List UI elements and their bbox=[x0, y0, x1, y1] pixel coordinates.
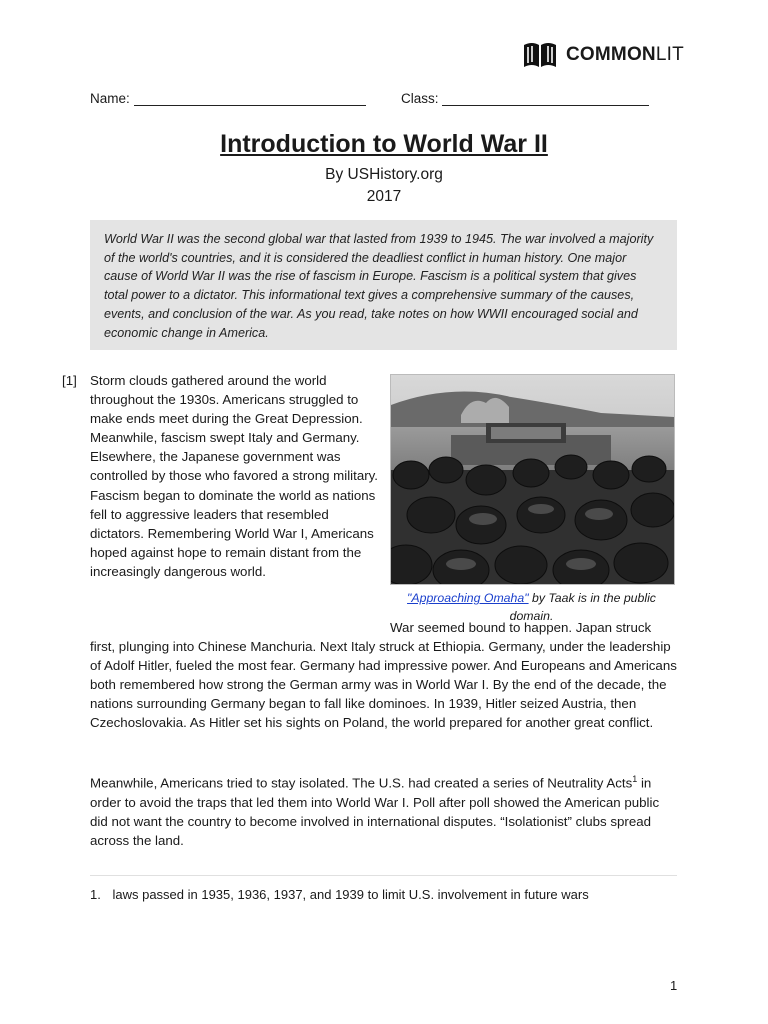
paragraph-2-float-space bbox=[90, 631, 390, 632]
name-line[interactable] bbox=[134, 91, 366, 106]
paragraph-1: Storm clouds gathered around the world throughout the 1930s. Americans struggled to make ends meet during the Great Depression. Meanwhile, fascism swept Italy and Germany. Elsewhere, the Japanese government was controlled by those who favored a strong military. Fascism began to dominate the world as nations fell to aggressive leaders that resembled dictators. Remembering World War I, Americans hoped against hope to remain distant from the increasingly dangerous world. bbox=[90, 373, 378, 579]
caption-text: by Taak is in the public domain. bbox=[509, 591, 656, 623]
class-field[interactable] bbox=[401, 91, 649, 106]
logo-bold: COMMON bbox=[566, 44, 656, 65]
page-number: 1 bbox=[670, 978, 678, 993]
logo-light: LIT bbox=[655, 44, 684, 65]
year: 2017 bbox=[366, 188, 402, 205]
photo-image bbox=[391, 375, 674, 584]
footnote-divider bbox=[90, 875, 677, 876]
name-field[interactable] bbox=[90, 91, 366, 106]
caption-link[interactable]: "Approaching Omaha" bbox=[407, 591, 529, 605]
class-line[interactable] bbox=[442, 91, 649, 106]
footnote-ref[interactable]: 1 bbox=[632, 774, 638, 784]
footnote-number: 1. bbox=[90, 887, 101, 902]
intro-box: World War II was the second global war that lasted from 1939 to 1945. The war involved a majority of the world's countries, and it is considered the deadliest conflict in human history. One major cause of World War II was the rise of fascism in Europe. Fascism is a political system that gives total power to a dictator. This informational text gives a comprehensive summary of the causes, events, and conclusion of the war. As you read, take notes on how WWII encouraged social and economic change in America. bbox=[90, 220, 677, 350]
class-label: Class: bbox=[401, 91, 439, 106]
footnote-text: laws passed in 1935, 1936, 1937, and 1939 to limit U.S. involvement in future wars bbox=[112, 887, 589, 902]
document-title: Introduction to World War II bbox=[220, 130, 548, 158]
paragraph-number: [1] bbox=[62, 373, 77, 388]
logo-wordmark bbox=[566, 44, 684, 66]
open-book-icon bbox=[522, 41, 558, 69]
paragraph-3-text-b: in order to avoid the traps that led them into World War I. Poll after poll showed the American public did not want the country to become involved in international disputes. “Isolationist” clubs spread across the land. bbox=[90, 775, 660, 848]
author: By USHistory.org bbox=[325, 166, 443, 183]
byline bbox=[0, 164, 768, 208]
footnote bbox=[90, 886, 589, 904]
paragraph-3 bbox=[90, 770, 677, 850]
approaching-omaha-photo bbox=[390, 374, 675, 585]
paragraph-2 bbox=[90, 618, 677, 733]
name-label: Name: bbox=[90, 91, 130, 106]
paragraph-3-text-a: Meanwhile, Americans tried to stay isolated. The U.S. had created a series of Neutrality Acts bbox=[90, 775, 633, 791]
commonlit-logo bbox=[522, 41, 684, 69]
paragraph-2-text: War seemed bound to happen. Japan struck first, plunging into Chinese Manchuria. Next Italy struck at Ethiopia. Germany, under the leadership of Adolf Hitler, fueled the most fear. Germany had impressive power. And Europeans and Americans both remembered how strong the German army was in World War I. By the end of the decade, the nations surrounding Germany began to fall like dominoes. In 1939, Hitler seized Austria, then Czechoslovakia. As Hitler set his sights on Poland, the world prepared for another great conflict. bbox=[90, 620, 677, 731]
